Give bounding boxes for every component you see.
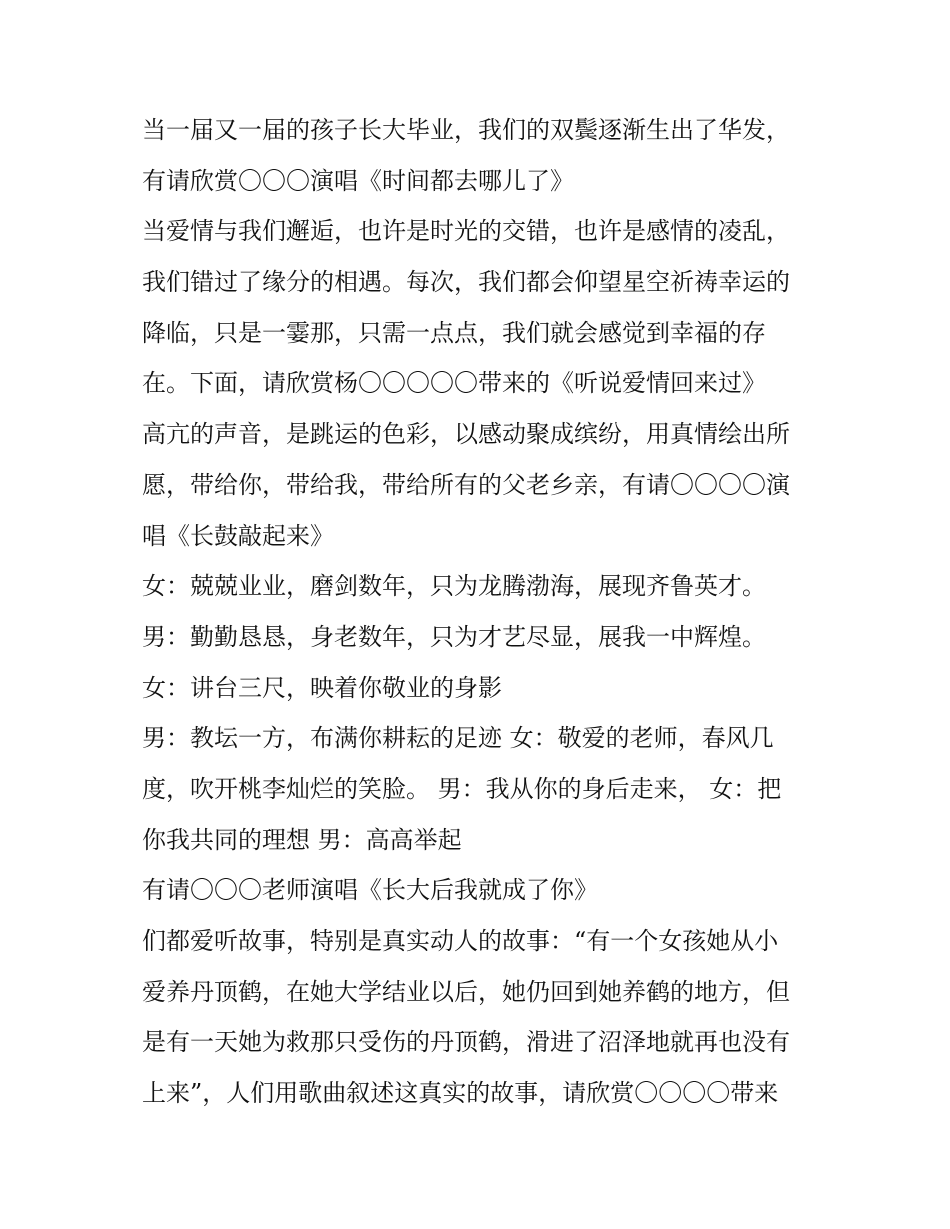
text-line: 度，吹开桃李灿烂的笑脸。 男：我从你的身后走来， 女：把 xyxy=(142,774,782,803)
text-line: 上来”，人们用歌曲叙述这真实的故事，请欣赏〇〇〇〇带来 xyxy=(142,1079,779,1108)
text-line: 们都爱听故事，特别是真实动人的故事：“有一个女孩她从小 xyxy=(142,927,779,955)
text-line: 高亢的声音，是跳运的色彩，以感动聚成缤纷，用真情绘出所 xyxy=(142,420,790,449)
text-line: 降临，只是一霎那，只需一点点，我们就会感觉到幸福的存 xyxy=(142,318,766,347)
text-line: 女：讲台三尺，映着你敬业的身影 xyxy=(142,673,502,702)
text-line: 我们错过了缘分的相遇。每次，我们都会仰望星空祈祷幸运的 xyxy=(142,268,790,297)
text-line: 是有一天她为救那只受伤的丹顶鹤，滑进了沼泽地就再也没有 xyxy=(142,1028,790,1057)
text-line: 唱《长鼓敲起来》 xyxy=(142,521,334,550)
text-line: 男：教坛一方，布满你耕耘的足迹 女：敬爱的老师，春风几 xyxy=(142,724,774,753)
text-line: 有请欣赏〇〇〇演唱《时间都去哪儿了》 xyxy=(142,166,574,195)
text-line: 当爱情与我们邂逅，也许是时光的交错，也许是感情的凌乱， xyxy=(142,217,790,246)
text-line: 愿，带给你，带给我，带给所有的父老乡亲，有请〇〇〇〇演 xyxy=(142,470,790,499)
text-line: 女：兢兢业业，磨剑数年，只为龙腾渤海，展现齐鲁英才。 xyxy=(142,572,766,601)
document-body xyxy=(142,105,822,1119)
text-line: 在。下面，请欣赏杨〇〇〇〇〇带来的《听说爱情回来过》 xyxy=(142,369,766,398)
text-line: 有请〇〇〇老师演唱《长大后我就成了你》 xyxy=(142,876,598,905)
text-line: 你我共同的理想 男：高高举起 xyxy=(142,825,462,854)
text-line: 男：勤勤恳恳，身老数年，只为才艺尽显，展我一中辉煌。 xyxy=(142,622,766,651)
text-line: 爱养丹顶鹤，在她大学结业以后，她仍回到她养鹤的地方，但 xyxy=(142,977,790,1006)
text-line: 当一届又一届的孩子长大毕业，我们的双鬓逐渐生出了华发， xyxy=(142,116,790,144)
